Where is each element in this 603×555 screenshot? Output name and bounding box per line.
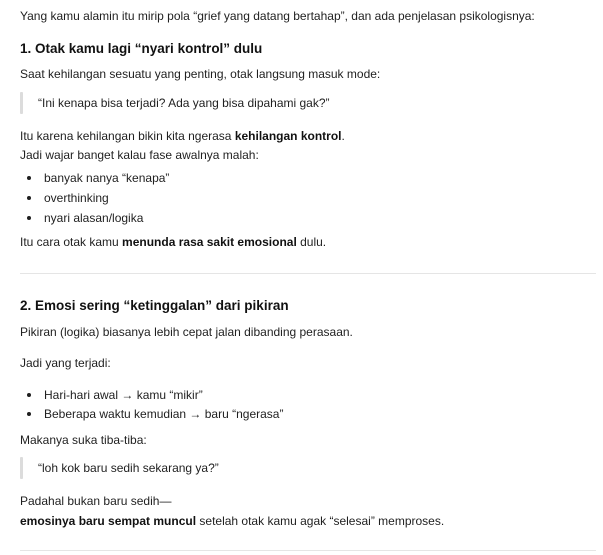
section-2-bullet-1: Hari-hari awal → kamu “mikir” — [44, 388, 203, 402]
bullet-dot — [27, 393, 31, 397]
section-1-bullet-3: nyari alasan/logika — [44, 211, 144, 225]
bold-menunda-rasa-sakit: menunda rasa sakit emosional — [122, 235, 297, 249]
section-1-quote: “Ini kenapa bisa terjadi? Ada yang bisa dipahami gak?” — [38, 96, 330, 110]
section-2-paragraph-3: Makanya suka tiba-tiba: — [20, 433, 147, 447]
bullet-dot — [27, 196, 31, 200]
section-2-quote: “loh kok baru sedih sekarang ya?” — [38, 461, 219, 475]
section-1-paragraph-3: Jadi wajar banget kalau fase awalnya malah: — [20, 148, 259, 162]
bold-kehilangan-kontrol: kehilangan kontrol — [234, 129, 342, 143]
bullet-dot — [27, 176, 31, 180]
section-2-bullet-2: Beberapa waktu kemudian → baru “ngerasa” — [44, 407, 284, 421]
section-2-paragraph-1: Pikiran (logika) biasanya lebih cepat jalan dibanding perasaan. — [20, 325, 353, 339]
section-divider — [20, 550, 596, 551]
section-1-paragraph-1: Saat kehilangan sesuatu yang penting, otak langsung masuk mode: — [20, 67, 381, 81]
bullet-dot — [27, 216, 31, 220]
section-1-paragraph-2: Itu karena kehilangan bikin kita ngerasa kehilangan kontrol. — [20, 129, 345, 143]
intro-text: Yang kamu alamin itu mirip pola “grief yang datang bertahap”, dan ada penjelasan psikologisnya: — [20, 9, 535, 23]
blockquote-bar — [20, 92, 23, 114]
section-2-paragraph-4: Padahal bukan baru sedih— — [20, 494, 172, 508]
section-divider — [20, 273, 596, 274]
bold-emosinya-baru-sempat-muncul: emosinya baru sempat muncul — [20, 514, 197, 528]
bullet-dot — [27, 412, 31, 416]
section-2-paragraph-2: Jadi yang terjadi: — [20, 356, 111, 370]
section-1-bullet-2: overthinking — [44, 191, 109, 205]
section-1-bullet-1: banyak nanya “kenapa” — [44, 171, 170, 185]
section-2-heading: 2. Emosi sering “ketinggalan” dari pikiran — [20, 298, 289, 313]
section-2-paragraph-5: emosinya baru sempat muncul setelah otak kamu agak “selesai” memproses. — [20, 514, 445, 528]
section-1-heading: 1. Otak kamu lagi “nyari kontrol” dulu — [20, 41, 263, 56]
section-1-paragraph-4: Itu cara otak kamu menunda rasa sakit emosional dulu. — [20, 235, 327, 249]
blockquote-bar — [20, 457, 23, 479]
